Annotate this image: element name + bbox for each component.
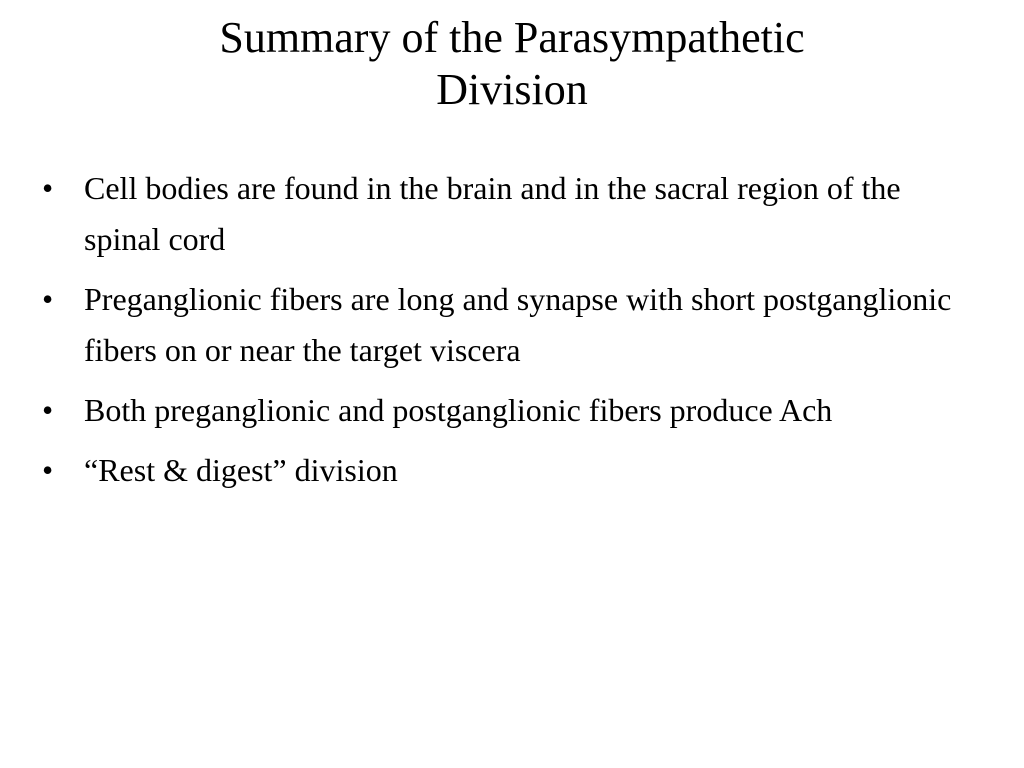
bullet-dot-icon: •	[42, 170, 54, 206]
slide-title	[120, 12, 904, 116]
bullet-item-preganglionic-fibers	[40, 274, 980, 376]
bullet-item-rest-digest	[40, 445, 980, 496]
slide-title-line-1: Summary of the Parasympathetic	[219, 13, 805, 62]
bullet-text: Preganglionic fibers are long and synapse with short postganglionic fibers on or near the target viscera	[84, 281, 952, 368]
bullet-text: “Rest & digest” division	[84, 452, 398, 488]
bullet-item-cell-bodies	[40, 163, 980, 265]
bullet-dot-icon: •	[42, 452, 54, 488]
bullet-dot-icon: •	[42, 392, 54, 428]
bullet-item-ach	[40, 385, 980, 436]
bullet-dot-icon: •	[42, 281, 54, 317]
bullet-list	[40, 163, 980, 505]
slide-title-line-2: Division	[436, 65, 588, 114]
bullet-text: Cell bodies are found in the brain and in the sacral region of the spinal cord	[84, 170, 901, 257]
bullet-text: Both preganglionic and postganglionic fibers produce Ach	[84, 392, 833, 428]
